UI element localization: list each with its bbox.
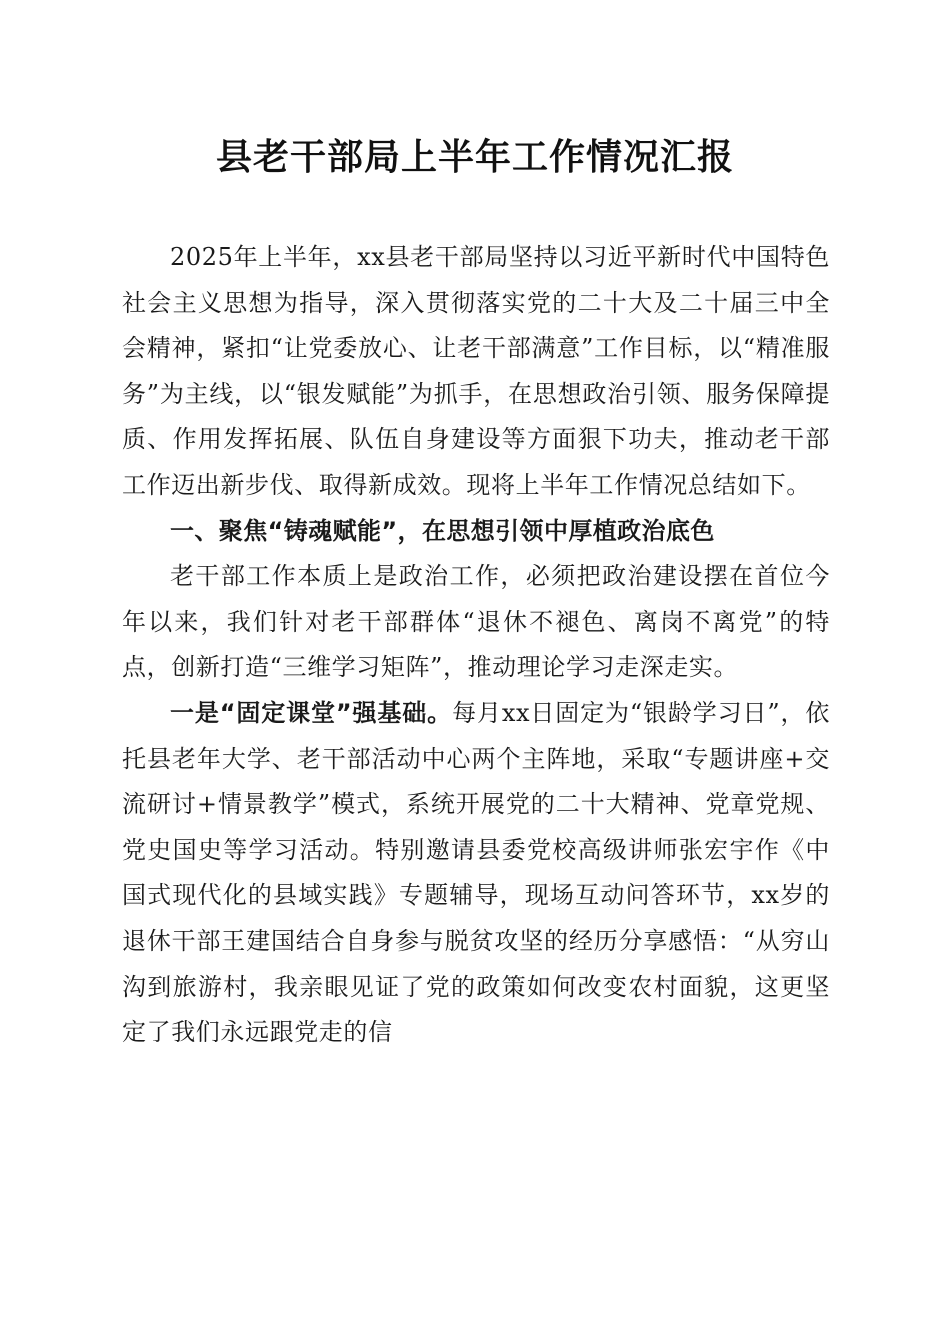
document-body xyxy=(122,235,830,1056)
point-text: 每月xx日固定为“银龄学习日”，依托县老年大学、老干部活动中心两个主阵地，采取“专题讲座+交流研讨+情景教学”模式，系统开展党的二十大精神、党章党规、党史国史等学习活动。特别邀请县委党校高级讲师张宏宇作《中国式现代化的县域实践》专题辅导，现场互动问答环节，xx岁的退休干部王建国结合自身参与脱贫攻坚的经历分享感悟：“从穷山沟到旅游村，我亲眼见证了党的政策如何改变农村面貌，这更坚定了我们永远跟党走的信 xyxy=(122,698,831,1047)
section-paragraph: 老干部工作本质上是政治工作，必须把政治建设摆在首位今年以来，我们针对老干部群体“退休不褪色、离岗不离党”的特点，创新打造“三维学习矩阵”，推动理论学习走深走实。 xyxy=(122,562,830,682)
section-heading: 一、聚焦“铸魂赋能”，在思想引领中厚植政治底色 xyxy=(170,516,715,545)
point-lead: 一是“固定课堂”强基础。 xyxy=(170,698,453,727)
document-title: 县老干部局上半年工作情况汇报 xyxy=(215,136,734,178)
point-paragraph xyxy=(122,691,830,1056)
intro-paragraph: 2025年上半年，xx县老干部局坚持以习近平新时代中国特色社会主义思想为指导，深入贯彻落实党的二十大及二十届三中全会精神，紧扣“让党委放心、让老干部满意”工作目标，以“精准服务”为主线，以“银发赋能”为抓手，在思想政治引领、服务保障提质、作用发挥拓展、队伍自身建设等方面狠下功夫，推动老干部工作迈出新步伐、取得新成效。现将上半年工作情况总结如下。 xyxy=(122,243,830,499)
